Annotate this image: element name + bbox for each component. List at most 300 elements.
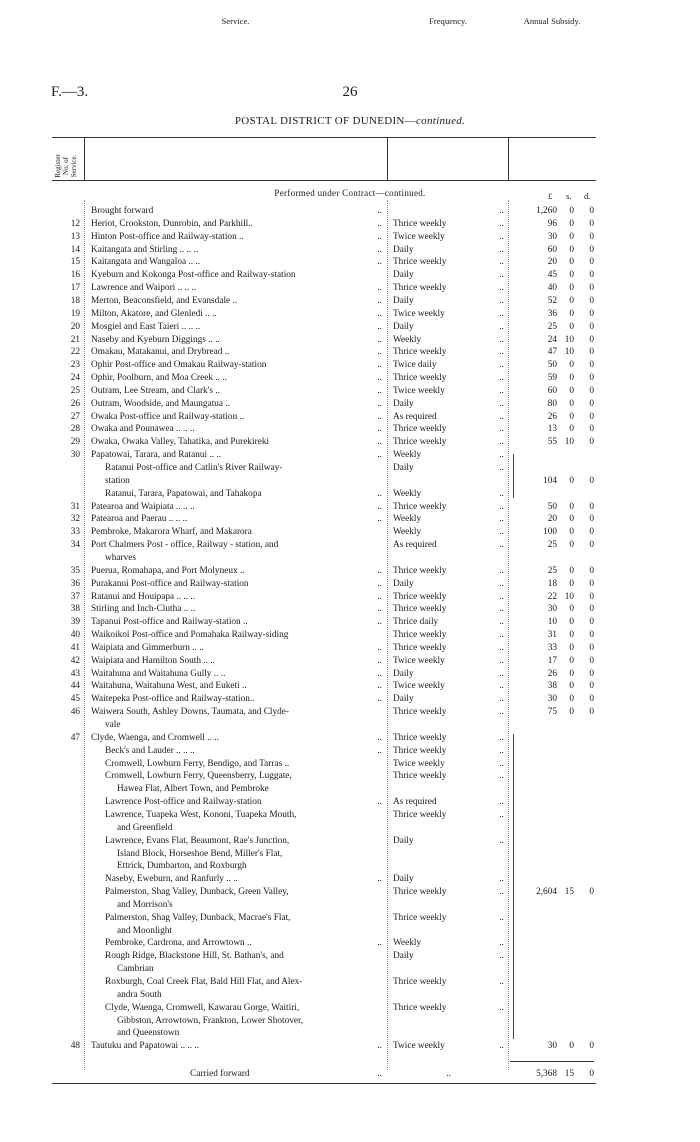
table-row (0, 372, 700, 385)
table-row (0, 770, 700, 783)
service-name: Lawrence, Evans Flat, Beaumont, Rae's Junction, (105, 835, 290, 846)
subsidy-pounds: 22 (547, 591, 557, 602)
subsidy-shillings: 0 (569, 668, 574, 679)
subsidy-shillings: 0 (569, 424, 574, 435)
leader-dots: .. (499, 360, 504, 371)
table-row (0, 1002, 700, 1015)
service-name: Merton, Beaconsfield, and Evansdale .. (91, 295, 238, 306)
leader-dots: .. (499, 642, 504, 653)
service-name: Patearoa and Waipiata .. .. .. (91, 501, 195, 512)
subsidy-shillings: 0 (569, 321, 574, 332)
frequency: Daily (393, 874, 414, 885)
table-row (0, 231, 700, 244)
table-row (0, 334, 700, 347)
subsidy-pence: 0 (589, 244, 594, 255)
subsidy-shillings: 0 (569, 694, 574, 705)
subsidy-pence: 0 (589, 218, 594, 229)
frequency: Daily (393, 951, 414, 962)
subsidy-pence: 0 (589, 707, 594, 718)
leader-dots: .. (499, 668, 504, 679)
leader-dots: .. (499, 745, 504, 756)
leader-dots: .. (377, 591, 382, 602)
table-row (0, 256, 700, 269)
leader-dots: .. (499, 385, 504, 396)
leader-dots: .. (499, 887, 504, 898)
table-row (0, 591, 700, 604)
frequency: Thrice weekly (393, 373, 447, 384)
leader-dots: .. (499, 398, 504, 409)
page-title: POSTAL DISTRICT OF DUNEDIN—continued. (234, 115, 466, 127)
frequency: Thrice weekly (393, 912, 447, 923)
subsidy-shillings: 0 (569, 501, 574, 512)
subsidy-shillings: 0 (569, 630, 574, 641)
service-name: Tapanui Post-office and Railway-station .. (91, 617, 248, 628)
frequency: Thrice weekly (393, 257, 447, 268)
leader-dots: .. (499, 270, 504, 281)
leader-dots: .. (499, 488, 504, 499)
leader-dots: .. (377, 745, 382, 756)
leader-dots: .. (499, 797, 504, 808)
subsidy-shillings: 10 (564, 437, 574, 448)
leader-dots: .. (499, 514, 504, 525)
subsidy-pence: 0 (589, 411, 594, 422)
leader-dots: .. (377, 501, 382, 512)
service-name: Ophir Post-office and Omakau Railway-station (91, 360, 267, 371)
table-row (0, 719, 700, 732)
subsidy-shillings: 0 (569, 218, 574, 229)
subsidy-shillings: 0 (569, 617, 574, 628)
leader-dots: .. (499, 694, 504, 705)
frequency: Thrice weekly (393, 732, 447, 743)
leader-dots: .. (446, 1069, 451, 1079)
table-row (0, 539, 700, 552)
service-name: Beck's and Lauder .. .. .. (105, 745, 195, 756)
service-name: Purakanui Post-office and Railway-station (91, 578, 249, 589)
frequency: Twice daily (393, 360, 437, 371)
service-name: Owaka, Owaka Valley, Tahatika, and Purekireki (91, 437, 270, 448)
leader-dots: .. (499, 655, 504, 666)
carried-forward-row (0, 1068, 700, 1081)
subsidy-pounds: 47 (547, 347, 557, 358)
frequency: As required (393, 797, 437, 808)
table-row (0, 822, 700, 835)
service-name: Waitahuna and Waitahuna Gully .. .. (91, 668, 226, 679)
register-number: 16 (70, 270, 80, 281)
subsidy-pence: 0 (589, 565, 594, 576)
subsidy-shillings: 0 (569, 540, 574, 551)
frequency: Thrice weekly (393, 501, 447, 512)
leader-dots: .. (499, 758, 504, 769)
register-number: 12 (70, 218, 80, 229)
leader-dots: .. (377, 1069, 382, 1079)
subsidy-pounds: 17 (547, 655, 557, 666)
subsidy-shillings: 0 (569, 475, 574, 486)
subsidy-pounds: 60 (547, 244, 557, 255)
leader-dots: .. (499, 1002, 504, 1013)
subsidy-pounds: 20 (547, 514, 557, 525)
service-name: Island Block, Horseshoe Bend, Miller's Flat, (117, 848, 283, 859)
service-name: Hinton Post-office and Railway-station .. (91, 231, 244, 242)
service-name: Brought forward (91, 206, 154, 216)
frequency: Thrice weekly (393, 771, 447, 782)
table-row (0, 732, 700, 745)
leader-dots: .. (499, 321, 504, 332)
table-row (0, 501, 700, 514)
register-number: 42 (70, 655, 80, 666)
service-name: Waipiata and Gimmerburn .. .. (91, 642, 204, 653)
frequency: Thrice weekly (393, 887, 447, 898)
table-row (0, 873, 700, 886)
subsidy-pence: 0 (589, 514, 594, 525)
service-name: Cromwell, Lowburn Ferry, Bendigo, and Tarras .. (105, 758, 290, 769)
frequency: Weekly (393, 514, 422, 525)
total-pence: 0 (589, 1069, 594, 1079)
subsidy-shillings: 0 (569, 295, 574, 306)
leader-dots: .. (377, 218, 382, 229)
leader-dots: .. (499, 977, 504, 987)
table-row (0, 963, 700, 976)
service-name: Waiwera South, Ashley Downs, Taumata, and Clyde- (91, 707, 290, 718)
frequency: Twice weekly (393, 655, 445, 666)
subsidy-shillings: 10 (564, 334, 574, 345)
frequency: Daily (393, 270, 414, 281)
leader-dots: .. (499, 501, 504, 512)
subsidy-pence: 0 (589, 540, 594, 551)
register-number: 18 (70, 295, 80, 306)
subsidy-pounds: 55 (547, 437, 557, 448)
subsidy-shillings: 0 (569, 308, 574, 319)
register-number: 29 (70, 437, 80, 448)
frequency: Thrice weekly (393, 347, 447, 358)
currency-pence: d. (584, 191, 591, 201)
table-row (0, 848, 700, 861)
subsidy-pounds: 96 (547, 218, 557, 229)
leader-dots: .. (377, 732, 382, 743)
frequency: Thrice weekly (393, 591, 447, 602)
table-row (0, 295, 700, 308)
service-name: and Morrison's (117, 899, 173, 910)
table-row (0, 269, 700, 282)
frequency: As required (393, 540, 437, 551)
frequency: Daily (393, 295, 414, 306)
leader-dots: .. (377, 360, 382, 371)
page-number: 26 (342, 84, 358, 100)
subsidy-pence: 0 (589, 334, 594, 345)
subsidy-pence: 0 (589, 501, 594, 512)
service-name: Heriot, Crookston, Dunrobin, and Parkhill.. (91, 218, 253, 229)
subsidy-pounds: 59 (547, 373, 557, 384)
subsidy-shillings: 0 (569, 283, 574, 294)
leader-dots: .. (377, 668, 382, 679)
table-row (0, 205, 700, 218)
leader-dots: .. (377, 373, 382, 384)
frequency: Daily (393, 321, 414, 332)
subsidy-pounds: 45 (547, 270, 557, 281)
subsidy-pounds: 80 (547, 398, 557, 409)
service-name: Tautuku and Papatowai .. .. .. (91, 1041, 200, 1052)
subsidy-pence: 0 (589, 655, 594, 666)
service-name: Port Chalmers Post - office, Railway - station, and (91, 540, 279, 551)
leader-dots: .. (499, 231, 504, 242)
subsidy-pence: 0 (589, 1041, 594, 1052)
frequency: Daily (393, 244, 414, 255)
frequency: Daily (393, 668, 414, 679)
register-number: 19 (70, 308, 80, 319)
subsidy-pounds: 75 (547, 707, 557, 718)
service-name: Hawea Flat, Albert Town, and Pembroke (117, 784, 269, 795)
table-row (0, 423, 700, 436)
table-row (0, 950, 700, 963)
subsidy-shillings: 0 (569, 398, 574, 409)
frequency: Daily (393, 578, 414, 589)
leader-dots: .. (377, 450, 382, 461)
leader-dots: .. (377, 231, 382, 242)
subsidy-pounds: 38 (547, 681, 557, 692)
service-name: Waipiata and Hamilton South .. .. (91, 655, 215, 666)
service-name: Waikoikoi Post-office and Pomahaka Railway-siding (91, 630, 289, 641)
table-row (0, 565, 700, 578)
leader-dots: .. (377, 681, 382, 692)
register-number: 22 (70, 347, 80, 358)
table-row (0, 449, 700, 462)
register-number: 34 (70, 540, 80, 551)
leader-dots: .. (499, 681, 504, 692)
subsidy-shillings: 0 (569, 707, 574, 718)
table-row (0, 629, 700, 642)
subsidy-shillings: 0 (569, 270, 574, 281)
frequency: Thrice weekly (393, 604, 447, 615)
service-name: Puerua, Romahapa, and Port Molyneux .. (91, 565, 245, 576)
service-name: Naseby, Eweburn, and Ranfurly .. .. (105, 874, 238, 885)
leader-dots: .. (377, 1041, 382, 1052)
leader-dots: .. (377, 385, 382, 396)
table-row (0, 462, 700, 475)
frequency: Thrice weekly (393, 745, 447, 756)
leader-dots: .. (377, 437, 382, 448)
leader-dots: .. (377, 257, 382, 268)
subsidy-shillings: 0 (569, 206, 574, 216)
frequency: Thrice weekly (393, 1002, 447, 1013)
register-number: 14 (70, 244, 80, 255)
subsidy-pence: 0 (589, 604, 594, 615)
subsidy-pounds: 25 (547, 321, 557, 332)
service-name: Mosgiel and East Taieri .. .. .. (91, 321, 201, 332)
service-name: and Queenstown (117, 1028, 180, 1039)
register-number: 15 (70, 257, 80, 268)
subsidy-pounds: 13 (547, 424, 557, 435)
register-number: 13 (70, 231, 80, 242)
subsidy-pounds: 50 (547, 501, 557, 512)
register-number: 20 (70, 321, 80, 332)
table-row (0, 668, 700, 681)
subsidy-pounds: 104 (543, 475, 557, 486)
subsidy-pence: 0 (589, 668, 594, 679)
section-heading: Performed under Contract—continued. (274, 188, 426, 198)
table-row (0, 526, 700, 539)
frequency: Weekly (393, 527, 422, 538)
page-header-ref: F.—3. (51, 84, 89, 100)
service-name: Owaka Post-office and Railway-station .. (91, 411, 245, 422)
subsidy-pounds: 40 (547, 283, 557, 294)
frequency: Daily (393, 398, 414, 409)
register-number: 32 (70, 514, 80, 525)
service-name: Naseby and Kyeburn Diggings .. .. (91, 334, 220, 345)
frequency: Twice weekly (393, 231, 445, 242)
register-number: 36 (70, 578, 80, 589)
register-number: 44 (70, 681, 80, 692)
frequency: Twice weekly (393, 1041, 445, 1052)
register-number: 33 (70, 527, 80, 538)
register-number: 27 (70, 411, 80, 422)
register-number: 38 (70, 604, 80, 615)
subsidy-pence: 0 (589, 694, 594, 705)
service-name: Ratanui and Houipapa .. .. .. (91, 591, 196, 602)
table-row (0, 783, 700, 796)
service-name: Lawrence Post-office and Railway-station (105, 797, 262, 808)
frequency: Weekly (393, 450, 422, 461)
table-row (0, 1015, 700, 1028)
service-name: Rough Ridge, Blackstone Hill, St. Bathan's, and (105, 951, 284, 962)
service-name: wharves (105, 552, 136, 563)
leader-dots: .. (499, 411, 504, 422)
service-name: Clyde, Waenga, and Cromwell .. .. (91, 732, 219, 743)
service-name: Ratanui Post-office and Catlin's River Railway- (105, 463, 283, 473)
table-row (0, 359, 700, 372)
table-row (0, 912, 700, 925)
subsidy-pounds: 30 (547, 231, 557, 242)
subsidy-pence: 0 (589, 295, 594, 306)
leader-dots: .. (377, 295, 382, 306)
subsidy-pounds: 1,260 (536, 206, 557, 216)
table-row (0, 488, 700, 501)
subsidy-pence: 0 (589, 475, 594, 486)
leader-dots: .. (499, 617, 504, 628)
table-row (0, 937, 700, 950)
register-number: 45 (70, 694, 80, 705)
subsidy-shillings: 10 (564, 347, 574, 358)
subsidy-pence: 0 (589, 617, 594, 628)
service-name: Palmerston, Shag Valley, Dunback, Green Valley, (105, 887, 289, 898)
table-row (0, 989, 700, 1002)
subsidy-pounds: 25 (547, 540, 557, 551)
leader-dots: .. (377, 398, 382, 409)
table-row (0, 655, 700, 668)
subsidy-pounds: 26 (547, 668, 557, 679)
service-name: Stirling and Inch-Clutha .. .. (91, 604, 196, 615)
subsidy-shillings: 0 (569, 642, 574, 653)
register-number: 28 (70, 424, 80, 435)
service-name: Patearoa and Paerau .. .. .. (91, 514, 188, 525)
subsidy-pence: 0 (589, 360, 594, 371)
leader-dots: .. (377, 411, 382, 422)
currency-pounds: £ (548, 191, 553, 201)
register-number: 37 (70, 591, 80, 602)
service-name: Waitepeka Post-office and Railway-station.. (91, 694, 255, 705)
service-name: Waitahuna, Waitahuna West, and Euketi .. (91, 681, 247, 692)
subsidy-pence: 0 (589, 270, 594, 281)
subsidy-shillings: 0 (569, 604, 574, 615)
subsidy-pence: 0 (589, 578, 594, 589)
leader-dots: .. (377, 321, 382, 332)
table-row (0, 308, 700, 321)
table-row (0, 642, 700, 655)
leader-dots: .. (377, 565, 382, 576)
leader-dots: .. (499, 347, 504, 358)
table-row (0, 680, 700, 693)
subsidy-pence: 0 (589, 321, 594, 332)
table-row (0, 758, 700, 771)
leader-dots: .. (499, 630, 504, 641)
service-name: Pembroke, Makarora Wharf, and Makarora (91, 527, 252, 538)
subsidy-pence: 0 (589, 424, 594, 435)
table-row (0, 411, 700, 424)
subsidy-pounds: 33 (547, 642, 557, 653)
table-row (0, 436, 700, 449)
leader-dots: .. (499, 295, 504, 306)
service-name: Kaitangata and Wangaloa .. .. (91, 257, 201, 268)
service-name: Clyde, Waenga, Cromwell, Kawarau Gorge, Waitiri, (105, 1002, 300, 1013)
subsidy-pounds: 30 (547, 694, 557, 705)
subsidy-pence: 0 (589, 591, 594, 602)
leader-dots: .. (499, 707, 504, 718)
leader-dots: .. (377, 694, 382, 705)
register-number: 46 (70, 707, 80, 718)
register-number: 41 (70, 642, 80, 653)
subsidy-pounds: 24 (547, 334, 557, 345)
leader-dots: .. (499, 218, 504, 229)
service-name: Palmerston, Shag Valley, Dunback, Macrae's Flat, (105, 912, 291, 923)
table-row (0, 1027, 700, 1040)
frequency-column-header: Frequency. (429, 16, 467, 26)
register-number: 23 (70, 360, 80, 371)
brace-service-30 (513, 454, 514, 498)
subsidy-pence: 0 (589, 373, 594, 384)
subsidy-column-header: Annual Subsidy. (523, 16, 581, 26)
service-name: Outram, Lee Stream, and Clark's .. (91, 385, 220, 396)
table-row (0, 552, 700, 565)
subsidy-pence: 0 (589, 398, 594, 409)
frequency: Twice weekly (393, 681, 445, 692)
table-row (0, 886, 700, 899)
service-name: Ophir, Poolburn, and Moa Creek .. .. (91, 373, 227, 384)
register-number: 31 (70, 501, 80, 512)
subsidy-pence: 0 (589, 206, 594, 216)
frequency: Daily (393, 463, 414, 473)
subsidy-pence: 0 (589, 527, 594, 538)
subsidy-pence: 0 (589, 437, 594, 448)
service-name: Gibbston, Arrowtown, Frankton, Lower Shotover, (117, 1015, 304, 1026)
leader-dots: .. (499, 874, 504, 885)
leader-dots: .. (377, 617, 382, 628)
subsidy-pence: 0 (589, 385, 594, 396)
subsidy-pence: 0 (589, 630, 594, 641)
subsidy-pence: 0 (589, 642, 594, 653)
register-number: 40 (70, 630, 80, 641)
service-name: Outram, Woodside, and Maungatua .. (91, 398, 231, 409)
leader-dots: .. (499, 463, 504, 473)
leader-dots: .. (499, 732, 504, 743)
table-row (0, 603, 700, 616)
subsidy-pounds: 25 (547, 565, 557, 576)
leader-dots: .. (377, 938, 382, 949)
service-name: Lawrence, Tuapeka West, Kononi, Tuapeka Mouth, (105, 809, 297, 820)
subsidy-pounds: 50 (547, 360, 557, 371)
leader-dots: .. (377, 244, 382, 255)
table-row (0, 693, 700, 706)
leader-dots: .. (377, 347, 382, 358)
register-number: 26 (70, 398, 80, 409)
subsidy-shillings: 0 (569, 244, 574, 255)
